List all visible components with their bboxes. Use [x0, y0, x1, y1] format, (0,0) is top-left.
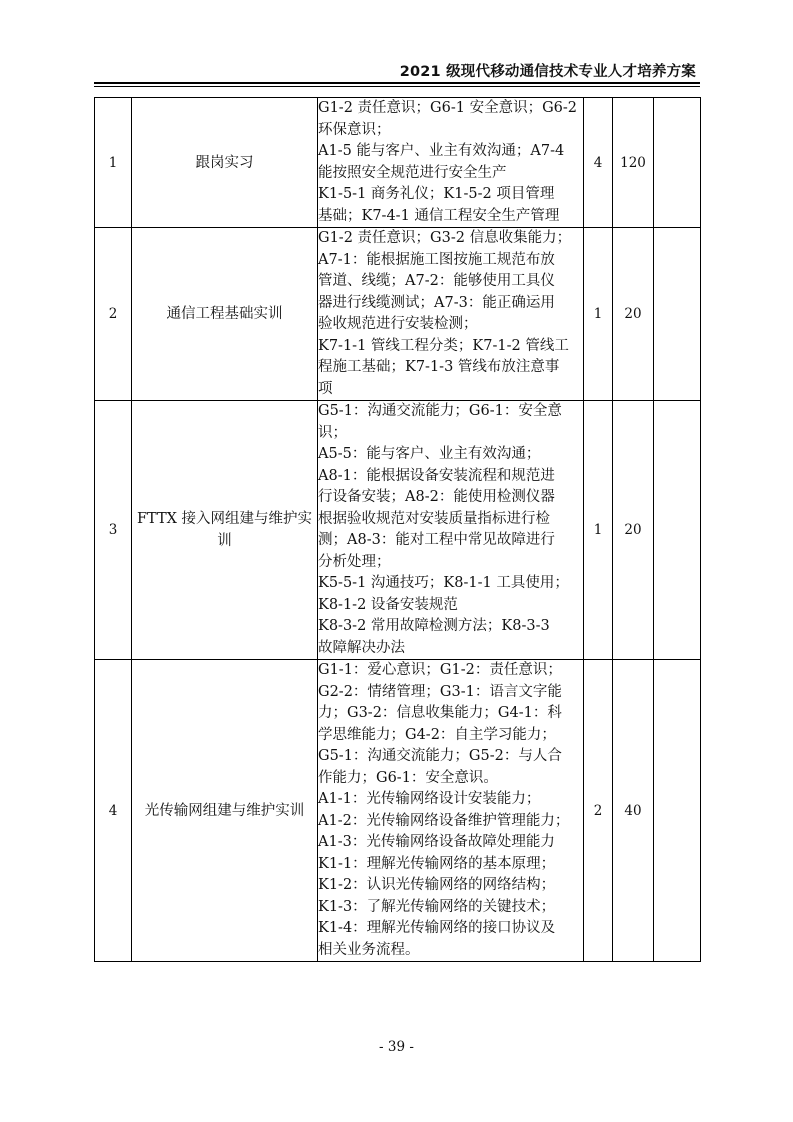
table-row — [95, 401, 701, 660]
table-row — [95, 228, 701, 401]
requirement-line: 基础；K7-4-1 通信工程安全生产管理 — [318, 207, 560, 224]
requirement-line: K1-1：理解光传输网络的基本原理； — [318, 855, 556, 872]
hours-cell: 120 — [613, 98, 654, 228]
course-name-cell: 通信工程基础实训 — [132, 228, 318, 401]
requirement-line: 管道、线缆；A7-2：能够使用工具仪 — [318, 273, 555, 289]
requirement-line: 分析处理； — [318, 553, 391, 570]
requirement-line: 项 — [318, 380, 333, 397]
requirement-line: 学思维能力；G4-2：自主学习能力； — [318, 726, 556, 743]
requirement-line: G5-1：沟通交流能力；G5-2：与人合 — [318, 748, 562, 764]
credits-cell: 2 — [584, 660, 613, 962]
requirement-line: G2-2：情绪管理；G3-1：语言文字能 — [318, 683, 562, 700]
requirements-cell — [318, 228, 584, 401]
table-row — [95, 660, 701, 962]
requirement-line: A1-2：光传输网络设备维护管理能力； — [318, 812, 570, 829]
requirement-line: G1-2 责任意识；G6-1 安全意识；G6-2 — [318, 100, 578, 116]
requirement-line: G5-1：沟通交流能力；G6-1：安全意 — [318, 403, 562, 419]
requirement-line: A8-1：能根据设备安装流程和规范进 — [318, 467, 555, 484]
row-number-cell: 4 — [95, 660, 132, 962]
practical-training-table — [94, 97, 701, 962]
requirement-line: A1-3：光传输网络设备故障处理能力 — [318, 834, 555, 850]
requirement-line: 作能力；G6-1：安全意识。 — [318, 769, 498, 786]
page-number: - 39 - — [379, 1039, 414, 1055]
requirement-line: 环保意识； — [318, 121, 391, 138]
note-cell — [654, 98, 701, 228]
header-rule — [94, 82, 700, 84]
requirement-line: K1-4：理解光传输网络的接口协议及 — [318, 920, 556, 936]
requirement-line: G1-1：爱心意识；G1-2：责任意识； — [318, 662, 562, 678]
requirement-line: G1-2 责任意识；G3-2 信息收集能力； — [318, 230, 572, 246]
requirement-line: 识； — [318, 424, 347, 441]
requirement-line: 能按照安全规范进行安全生产 — [318, 164, 507, 181]
requirement-line: 程施工基础；K7-1-3 管线布放注意事 — [318, 359, 560, 375]
requirements-cell — [318, 98, 584, 228]
credits-cell: 4 — [584, 98, 613, 228]
requirement-line: 测；A8-3：能对工程中常见故障进行 — [318, 532, 555, 548]
hours-cell: 20 — [613, 228, 654, 401]
requirements-cell — [318, 660, 584, 962]
requirement-line: A5-5：能与客户、业主有效沟通； — [318, 446, 541, 462]
course-name-cell: 跟岗实习 — [132, 98, 318, 228]
table-row — [95, 98, 701, 228]
requirement-line: A7-1：能根据施工图按施工规范布放 — [318, 251, 555, 268]
requirement-line: 验收规范进行安装检测； — [318, 316, 478, 332]
credits-cell: 1 — [584, 401, 613, 660]
requirement-line: K1-2：认识光传输网络的网络结构； — [318, 877, 556, 893]
requirement-line: A1-1：光传输网络设计安装能力； — [318, 791, 541, 807]
course-name-cell: FTTX 接入网组建与维护实训 — [132, 401, 318, 660]
requirement-line: K5-5-1 沟通技巧；K8-1-1 工具使用； — [318, 575, 569, 591]
requirement-line: 故障解决办法 — [318, 639, 405, 656]
header-rule-thin — [94, 86, 700, 87]
requirement-line: K7-1-1 管线工程分类；K7-1-2 管线工 — [318, 337, 569, 354]
course-name-cell: 光传输网组建与维护实训 — [132, 660, 318, 962]
requirements-cell — [318, 401, 584, 660]
requirement-line: 根据验收规范对安装质量指标进行检 — [318, 510, 550, 527]
requirement-line: 力；G3-2：信息收集能力；G4-1：科 — [318, 705, 562, 721]
requirement-line: K8-3-2 常用故障检测方法；K8-3-3 — [318, 618, 550, 634]
hours-cell: 20 — [613, 401, 654, 660]
document-header-title: 2021 级现代移动通信技术专业人才培养方案 — [399, 64, 696, 80]
row-number-cell: 3 — [95, 401, 132, 660]
note-cell — [654, 401, 701, 660]
note-cell — [654, 660, 701, 962]
credits-cell: 1 — [584, 228, 613, 401]
row-number-cell: 2 — [95, 228, 132, 401]
requirement-line: K1-5-1 商务礼仪；K1-5-2 项目管理 — [318, 186, 555, 202]
row-number-cell: 1 — [95, 98, 132, 228]
requirement-line: 行设备安装；A8-2：能使用检测仪器 — [318, 489, 555, 505]
requirement-line: K8-1-2 设备安装规范 — [318, 596, 458, 613]
requirement-line: 器进行线缆测试；A7-3：能正确运用 — [318, 294, 555, 311]
requirement-line: K1-3：了解光传输网络的关键技术； — [318, 898, 556, 915]
requirement-line: 相关业务流程。 — [318, 941, 420, 958]
note-cell — [654, 228, 701, 401]
hours-cell: 40 — [613, 660, 654, 962]
requirement-line: A1-5 能与客户、业主有效沟通；A7-4 — [318, 143, 565, 159]
table-body — [95, 98, 701, 962]
